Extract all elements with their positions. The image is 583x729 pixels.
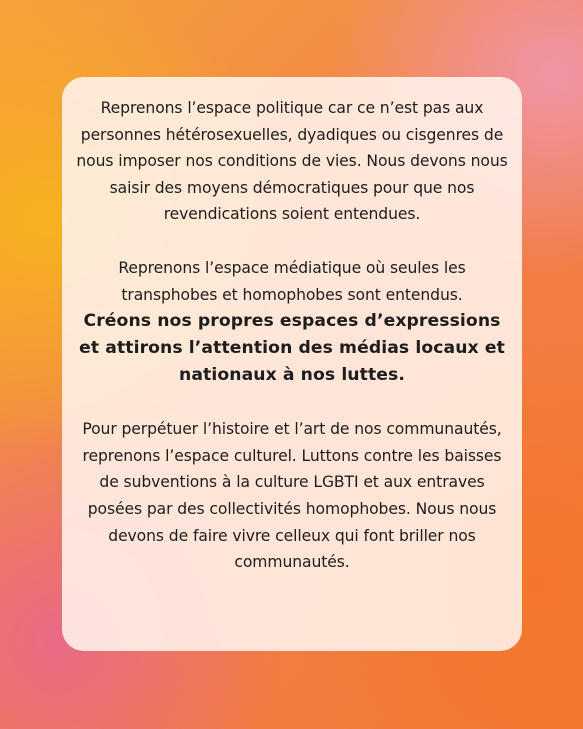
text-card [62, 77, 522, 651]
paragraph-spacer [76, 228, 508, 255]
paragraph-media-emphasis: Créons nos propres espaces d’expressions et attirons l’attention des médias locaux et nationaux à nos luttes. [79, 311, 505, 386]
paragraph-media-space: Reprenons l’espace médiatique où seules les transphobes et homophobes sont entendus. [118, 258, 466, 304]
paragraph-political-space: Reprenons l’espace politique car ce n’est pas aux personnes hétérosexuelles, dyadiques ou cisgenres de nous imposer nos conditions de vies. Nous devons nous saisir des moyens démocratiques pour que nos revendications soient entendues. [76, 99, 508, 224]
paragraph-cultural-space: Pour perpétuer l’histoire et l’art de nos communautés, reprenons l’espace culturel. Luttons contre les baisses de subventions à la culture LGBTI et aux entraves posées par des collectivités homophobes. Nous nous devons de faire vivre celleux qui font briller nos communautés. [82, 420, 502, 572]
paragraph-spacer [76, 389, 508, 416]
